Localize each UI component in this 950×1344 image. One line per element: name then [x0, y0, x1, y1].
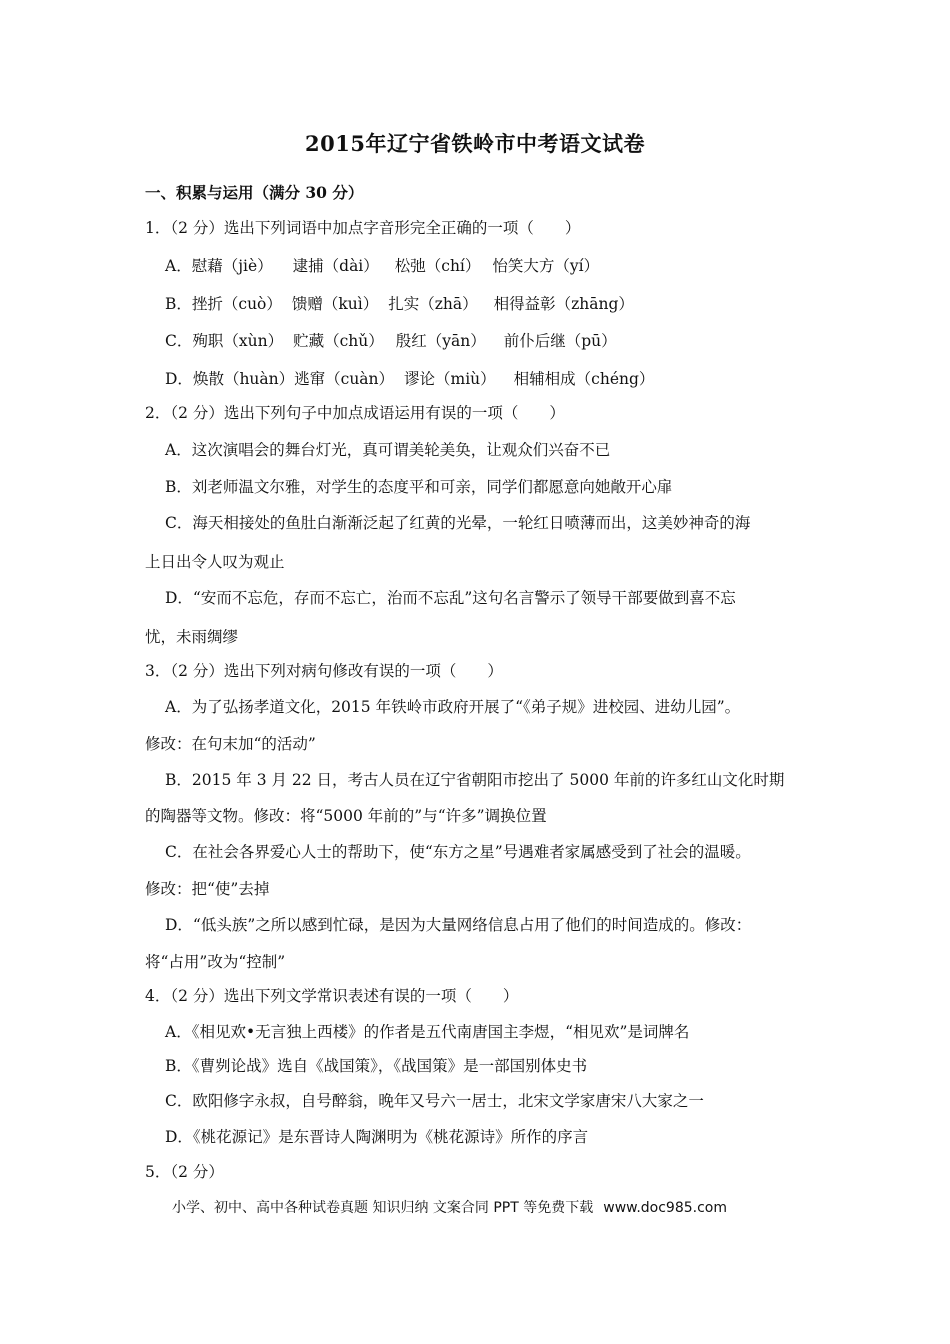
footer-link[interactable]: www.doc985.com — [603, 1200, 727, 1216]
question-2-stem: 2．（2 分）选出下列句子中加点成语运用有误的一项（ ） — [145, 404, 565, 422]
word-3: 谬论（miù） — [404, 370, 496, 388]
option-label: C． — [165, 332, 193, 350]
word-2: 逃窜（cuàn） — [294, 370, 395, 388]
question-3-option-b: B．2015 年 3 月 22 日，考古人员在辽宁省朝阳市挖出了 5000 年前的许多红山文化时期 — [165, 771, 785, 789]
question-1-option-b — [165, 294, 634, 314]
question-1-option-c — [165, 331, 617, 351]
word-2: 馈赠（kuì） — [291, 295, 379, 313]
word-1: 焕散（huàn） — [192, 370, 295, 388]
page-title: 2015年辽宁省铁岭市中考语文试卷 — [305, 131, 645, 156]
question-4-option-a: A．《相见欢•无言独上西楼》的作者是五代南唐国主李煜，“相见欢”是词牌名 — [165, 1023, 690, 1041]
question-4-option-b: B．《曹刿论战》选自《战国策》，《战国策》是一部国别体史书 — [165, 1057, 588, 1075]
word-3: 殷红（yān） — [395, 332, 486, 350]
question-2-option-a: A．这次演唱会的舞台灯光，真可谓美轮美奂，让观众们兴奋不已 — [165, 441, 611, 459]
question-2-option-c-continued: 上日出令人叹为观止 — [145, 553, 285, 571]
option-label: B． — [165, 295, 192, 313]
question-4-option-d: D．《桃花源记》是东晋诗人陶渊明为《桃花源诗》所作的序言 — [165, 1128, 589, 1146]
word-4: 相辅相成（chéng） — [513, 370, 655, 388]
footer-text: 小学、初中、高中各种试卷真题 知识归纳 文案合同 PPT 等免费下载 — [172, 1200, 594, 1216]
question-2-option-c: C．海天相接处的鱼肚白渐渐泛起了红黄的光晕，一轮红日喷薄而出，这美妙神奇的海 — [165, 514, 751, 532]
question-3-option-c-continued: 修改：把“使”去掉 — [145, 880, 270, 898]
question-4-stem: 4．（2 分）选出下列文学常识表述有误的一项（ ） — [145, 987, 519, 1005]
word-3: 松弛（chí） — [394, 257, 481, 275]
question-1-stem: 1．（2 分）选出下列词语中加点字音形完全正确的一项（ ） — [145, 219, 581, 237]
question-3-option-d: D．“低头族”之所以感到忙碌，是因为大量网络信息占用了他们的时间造成的。修改： — [165, 916, 752, 934]
word-1: 殉职（xùn） — [192, 332, 284, 350]
option-label: D． — [165, 370, 193, 388]
question-3-option-b-continued: 的陶器等文物。修改：将“5000 年前的”与“许多”调换位置 — [145, 807, 547, 825]
question-1-option-d — [165, 369, 654, 389]
footer — [172, 1197, 727, 1217]
option-label: A． — [165, 257, 192, 275]
word-4: 怡笑大方（yí） — [492, 257, 600, 275]
question-3-option-a-continued: 修改：在句末加“的活动” — [145, 735, 316, 753]
word-4: 相得益彰（zhāng） — [493, 295, 634, 313]
question-5-stem: 5．（2 分） — [145, 1163, 224, 1181]
question-3-option-a: A．为了弘扬孝道文化，2015 年铁岭市政府开展了“《弟子规》进校园、进幼儿园”。 — [165, 698, 741, 716]
question-2-option-b: B．刘老师温文尔雅，对学生的态度平和可亲，同学们都愿意向她敞开心扉 — [165, 478, 673, 496]
word-2: 贮藏（chǔ） — [293, 332, 384, 350]
question-3-option-d-continued: 将“占用”改为“控制” — [145, 953, 286, 971]
question-3-stem: 3．（2 分）选出下列对病句修改有误的一项（ ） — [145, 662, 503, 680]
question-4-option-c: C．欧阳修字永叔，自号醉翁，晚年又号六一居士，北宋文学家唐宋八大家之一 — [165, 1092, 704, 1110]
word-1: 挫折（cuò） — [191, 295, 282, 313]
word-1: 慰藉（jiè） — [191, 257, 273, 275]
word-4: 前仆后继（pū） — [503, 332, 617, 350]
section-heading: 一、积累与运用（满分 30 分） — [145, 183, 364, 202]
question-2-option-d-continued: 忧，未雨绸缪 — [145, 628, 239, 646]
question-1-option-a — [165, 256, 599, 276]
question-2-option-d: D．“安而不忘危，存而不忘亡，治而不忘乱”这句名言警示了领导干部要做到喜不忘 — [165, 589, 736, 607]
word-2: 逮捕（dài） — [292, 257, 379, 275]
question-3-option-c: C．在社会各界爱心人士的帮助下，使“东方之星”号遇难者家属感受到了社会的温暖。 — [165, 843, 751, 861]
word-3: 扎实（zhā） — [388, 295, 478, 313]
